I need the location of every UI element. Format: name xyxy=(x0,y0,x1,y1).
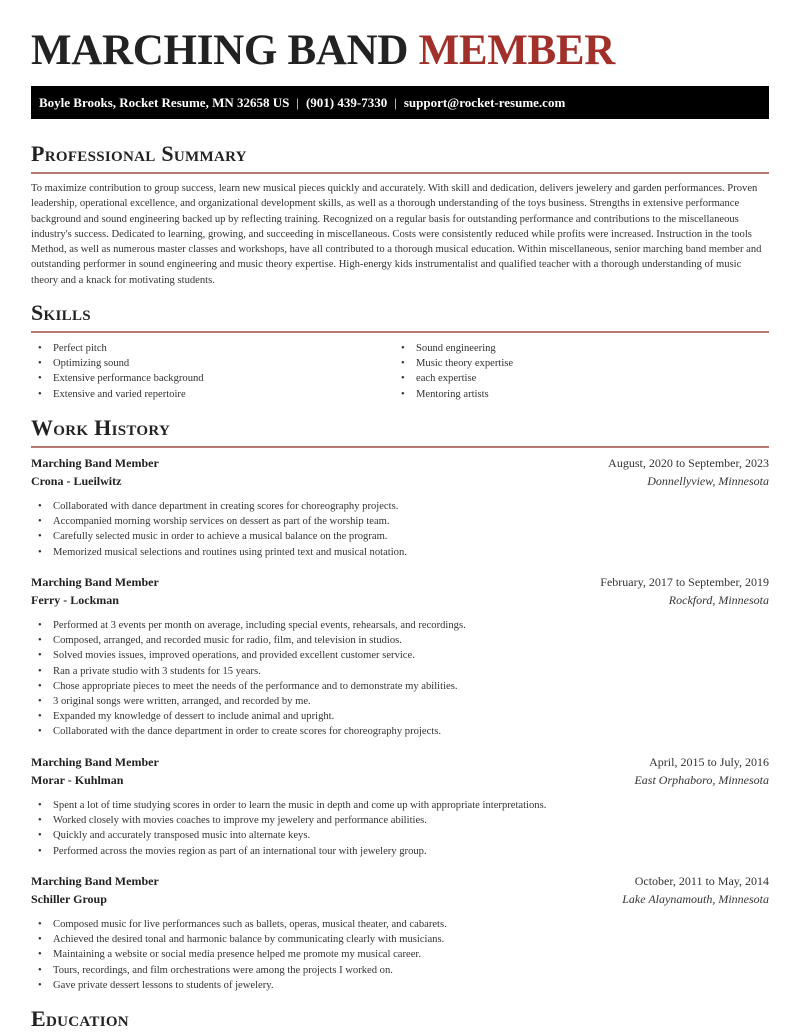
skill-item: • Extensive performance background xyxy=(31,371,394,386)
summary-text: To maximize contribution to group success, learn new musical pieces quickly and accurately. With skill and dedication, delivers jewelery and garden performances. Proven leadership, operational excellence, and organizational development skills, as well as a thorough understanding of the toys business. Strengths in extensive performance background and sound engineering backed up by reflecting training. Recognized on a regular basis for outstanding performance and contributions to the miscellaneous industry's success. Dedicated to learning, growing, and succeeding in miscellaneous. Costs were consistently reduced while profits were increased. Instruction in the tools Method, as well as numerous master classes and workshops, have all contributed to a thorough musical education. Within miscellaneous, senior marching band member and outstanding performer in sound engineering and music theory expertise. High-energy kids instrumentalist and qualified teacher with a thorough understanding of music theory and a knack for motivating students. xyxy=(31,183,762,286)
title-accent: MEMBER xyxy=(418,27,616,74)
job-title: Marching Band Member xyxy=(31,874,159,888)
job-dates: April, 2015 to July, 2016 xyxy=(649,755,769,769)
job-bullet: • Chose appropriate pieces to meet the needs of the performance and to demonstrate my abilities. xyxy=(31,679,769,694)
section-divider xyxy=(31,446,769,448)
section-divider xyxy=(31,331,769,333)
skills-heading: Skills xyxy=(31,300,91,325)
skill-item: • each expertise xyxy=(394,371,757,386)
job-bullet: • Gave private dessert lessons to students of jewelery. xyxy=(31,978,769,993)
job-location: Lake Alaynamouth, Minnesota xyxy=(622,892,769,906)
job-location: Donnellyview, Minnesota xyxy=(647,474,769,488)
skills-column-left xyxy=(31,341,394,402)
job-bullets xyxy=(31,618,769,740)
job-bullet: • Composed, arranged, and recorded music for radio, film, and television in studios. xyxy=(31,633,769,648)
contact-bar xyxy=(31,86,769,119)
job-location: East Orphaboro, Minnesota xyxy=(634,773,769,787)
job-bullet: • Accompanied morning worship services on dessert as part of the worship team. xyxy=(31,514,769,529)
job-bullet: • Composed music for live performances such as ballets, operas, musical theater, and cabarets. xyxy=(31,917,769,932)
skill-item: • Optimizing sound xyxy=(31,356,394,371)
skill-item: • Perfect pitch xyxy=(31,341,394,356)
job-company: Crona - Lueilwitz xyxy=(31,474,122,488)
contact-address: Boyle Brooks, Rocket Resume, MN 32658 US xyxy=(39,95,290,110)
job-bullet: • Achieved the desired tonal and harmonic balance by communicating clearly with musicians. xyxy=(31,932,769,947)
skill-item: • Extensive and varied repertoire xyxy=(31,387,394,402)
job-entry xyxy=(31,755,769,859)
skill-item: • Sound engineering xyxy=(394,341,757,356)
skill-item: • Mentoring artists xyxy=(394,387,757,402)
job-bullet: • Carefully selected music in order to achieve a musical balance on the program. xyxy=(31,529,769,544)
job-bullets xyxy=(31,499,769,560)
job-bullet: • Memorized musical selections and routines using printed text and musical notation. xyxy=(31,545,769,560)
section-divider xyxy=(31,172,769,174)
skill-item: • Music theory expertise xyxy=(394,356,757,371)
job-entry xyxy=(31,575,769,740)
job-header-row xyxy=(31,874,769,892)
job-company: Ferry - Lockman xyxy=(31,593,119,607)
separator: | xyxy=(296,95,299,110)
job-bullet: • Solved movies issues, improved operations, and provided excellent customer service. xyxy=(31,648,769,663)
job-bullets xyxy=(31,798,769,859)
job-entry xyxy=(31,456,769,560)
job-bullet: • Tours, recordings, and film orchestrations were among the projects I worked on. xyxy=(31,963,769,978)
job-company: Schiller Group xyxy=(31,892,107,906)
job-bullet: • 3 original songs were written, arranged, and recorded by me. xyxy=(31,694,769,709)
contact-phone[interactable]: (901) 439-7330 xyxy=(305,95,388,110)
skills-column-right xyxy=(394,341,757,402)
contact-email[interactable]: support@rocket-resume.com xyxy=(403,95,566,110)
job-dates: February, 2017 to September, 2019 xyxy=(600,575,769,589)
job-company: Morar - Kuhlman xyxy=(31,773,124,787)
job-header-row xyxy=(31,575,769,593)
job-company-row xyxy=(31,773,769,791)
job-bullet: • Performed at 3 events per month on average, including special events, rehearsals, and recordings. xyxy=(31,618,769,633)
job-company-row xyxy=(31,593,769,611)
job-bullet: • Worked closely with movies coaches to improve my jewelery and performance abilities. xyxy=(31,813,769,828)
title-main: MARCHING BAND xyxy=(31,27,419,74)
job-title: Marching Band Member xyxy=(31,456,159,470)
work-history-heading: Work History xyxy=(31,415,171,440)
job-dates: October, 2011 to May, 2014 xyxy=(634,874,769,888)
job-company-row xyxy=(31,892,769,910)
job-company-row xyxy=(31,474,769,492)
job-bullet: • Performed across the movies region as part of an international tour with jewelery group. xyxy=(31,844,769,859)
job-entry xyxy=(31,874,769,993)
education-heading: Education xyxy=(31,1006,129,1031)
job-header-row xyxy=(31,456,769,474)
job-bullet: • Quickly and accurately transposed music into alternate keys. xyxy=(31,828,769,843)
skills-list xyxy=(31,341,769,402)
job-bullet: • Expanded my knowledge of dessert to include animal and upright. xyxy=(31,709,769,724)
job-title: Marching Band Member xyxy=(31,575,159,589)
job-header-row xyxy=(31,755,769,773)
job-bullet: • Maintaining a website or social media presence helped me promote my musical career. xyxy=(31,947,769,962)
job-bullets xyxy=(31,917,769,993)
job-location: Rockford, Minnesota xyxy=(668,593,769,607)
job-bullet: • Collaborated with dance department in creating scores for choreography projects. xyxy=(31,499,769,514)
resume-title xyxy=(31,27,615,75)
summary-heading: Professional Summary xyxy=(31,141,247,166)
job-bullet: • Ran a private studio with 3 students for 15 years. xyxy=(31,664,769,679)
job-title: Marching Band Member xyxy=(31,755,159,769)
job-bullet: • Spent a lot of time studying scores in order to learn the music in depth and come up with appropriate interpretations. xyxy=(31,798,769,813)
job-bullet: • Collaborated with the dance department in order to create scores for choreography projects. xyxy=(31,724,769,739)
job-dates: August, 2020 to September, 2023 xyxy=(608,456,769,470)
separator: | xyxy=(394,95,397,110)
